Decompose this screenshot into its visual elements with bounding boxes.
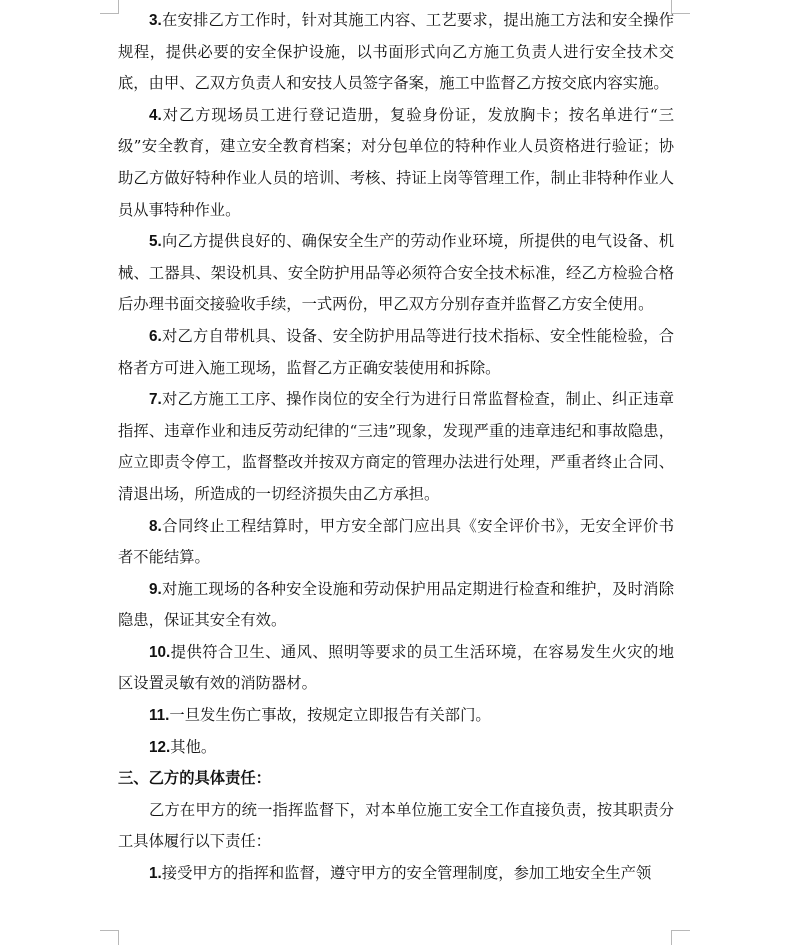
clause-7 [118, 384, 674, 510]
clause-text: 对施工现场的各种安全设施和劳动保护用品定期进行检查和维护，及时消除隐患，保证其安全有效。 [118, 579, 674, 630]
clause-number: 5. [149, 233, 162, 251]
margin-corner-mark-top-left [100, 0, 119, 14]
clause-number: 8. [149, 517, 162, 535]
clause-8 [118, 511, 674, 574]
clause-11 [118, 700, 674, 732]
clause-number: 4. [149, 106, 162, 124]
clause-number: 3. [149, 12, 162, 29]
clause-text: 对乙方自带机具、设备、安全防护用品等进行技术指标、安全性能检验，合格者方可进入施工现场，监督乙方正确安装使用和拆除。 [118, 326, 674, 377]
clause-text: 提供符合卫生、通风、照明等要求的员工生活环境，在容易发生火灾的地区设置灵敏有效的消防器材。 [118, 642, 674, 693]
clause-text: 接受甲方的指挥和监督，遵守甲方的安全管理制度，参加工地安全生产领 [161, 864, 652, 883]
party-b-clause-1 [118, 858, 674, 890]
clause-5 [118, 226, 674, 321]
clause-number: 9. [149, 580, 162, 598]
clause-6 [118, 321, 674, 384]
clause-12 [118, 732, 674, 764]
clause-number: 10. [149, 643, 171, 661]
clause-text: 一旦发生伤亡事故，按规定立即报告有关部门。 [169, 706, 491, 725]
document-body [118, 5, 674, 890]
clause-number: 1. [149, 865, 162, 883]
clause-10 [118, 637, 674, 700]
clause-text: 对乙方现场员工进行登记造册，复验身份证，发放胸卡；按名单进行“三级”安全教育，建立安全教育档案；对分包单位的特种作业人员资格进行验证；协助乙方做好特种作业人员的培训、考核、持证上岗等管理工作，制止非特种作业人员从事特种作业。 [118, 105, 674, 219]
clause-text: 在安排乙方工作时，针对其施工内容、工艺要求，提出施工方法和安全操作规程，提供必要的安全保护设施，以书面形式向乙方施工负责人进行安全技术交底，由甲、乙双方负责人和安技人员签字备案，施工中监督乙方按交底内容实施。 [118, 11, 674, 93]
clause-4 [118, 100, 674, 226]
clause-number: 11. [149, 707, 170, 725]
clause-text: 其他。 [170, 737, 217, 756]
clause-number: 6. [149, 327, 162, 345]
clause-9 [118, 574, 674, 637]
clause-text: 向乙方提供良好的、确保安全生产的劳动作业环境，所提供的电气设备、机械、工器具、架设机具、安全防护用品等必须符合安全技术标准，经乙方检验合格后办理书面交接验收手续，一式两份，甲乙双方分别存查并监督乙方安全使用。 [118, 232, 674, 314]
clause-number: 12. [149, 738, 171, 756]
clause-3 [118, 5, 674, 100]
margin-corner-mark-bottom-right [671, 930, 690, 945]
clause-number: 7. [149, 391, 162, 409]
clause-text: 对乙方施工工序、操作岗位的安全行为进行日常监督检查，制止、纠正违章指挥、违章作业和违反劳动纪律的“三违”现象，发现严重的违章违纪和事故隐患，应立即责令停工，监督整改并按双方商定的管理办法进行处理，严重者终止合同、清退出场，所造成的一切经济损失由乙方承担。 [118, 390, 674, 503]
section-heading: 三、乙方的具体责任： [118, 769, 271, 788]
clause-text: 合同终止工程结算时，甲方安全部门应出具《安全评价书》，无安全评价书者不能结算。 [118, 516, 674, 567]
section-intro: 乙方在甲方的统一指挥监督下，对本单位施工安全工作直接负责，按其职责分工具体履行以下责任： [118, 800, 674, 851]
margin-corner-mark-bottom-left [100, 930, 119, 945]
